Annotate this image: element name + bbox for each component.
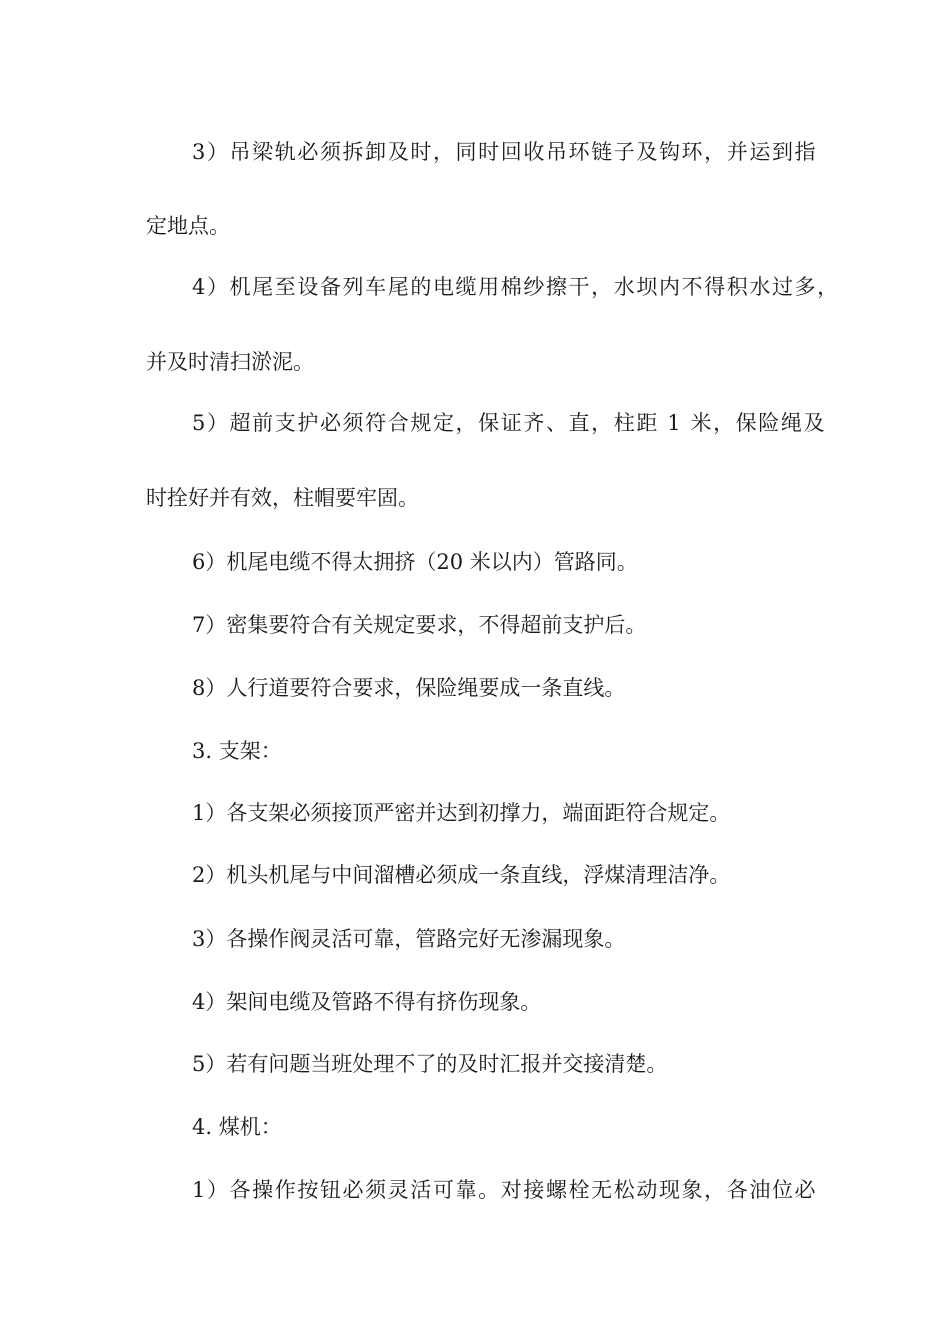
section-heading: 4. 煤机：: [192, 1115, 282, 1139]
paragraph-line: 4）架间电缆及管路不得有挤伤现象。: [192, 990, 542, 1014]
paragraph-line: 4）机尾至设备列车尾的电缆用棉纱擦干，水坝内不得积水过多，: [192, 275, 840, 299]
paragraph-line: 3）各操作阀灵活可靠，管路完好无渗漏现象。: [192, 927, 626, 951]
section-heading: 3. 支架：: [192, 739, 282, 763]
paragraph-line: 8）人行道要符合要求，保险绳要成一条直线。: [192, 676, 626, 700]
paragraph-line: 7）密集要符合有关规定要求，不得超前支护后。: [192, 613, 647, 637]
paragraph-line: 1）各支架必须接顶严密并达到初撑力，端面距符合规定。: [192, 801, 731, 825]
paragraph-line: 时拴好并有效，柱帽要牢固。: [146, 486, 419, 510]
paragraph-line: 定地点。: [146, 214, 230, 238]
paragraph-line: 5）超前支护必须符合规定，保证齐、直，柱距 1 米，保险绳及: [192, 411, 827, 435]
paragraph-line: 1）各操作按钮必须灵活可靠。对接螺栓无松动现象，各油位必: [192, 1178, 818, 1202]
paragraph-line: 2）机头机尾与中间溜槽必须成一条直线，浮煤清理洁净。: [192, 863, 731, 887]
paragraph-line: 6）机尾电缆不得太拥挤（20 米以内）管路同。: [192, 550, 638, 574]
paragraph-line: 并及时清扫淤泥。: [146, 350, 314, 374]
paragraph-line: 5）若有问题当班处理不了的及时汇报并交接清楚。: [192, 1052, 668, 1076]
paragraph-line: 3）吊梁轨必须拆卸及时，同时回收吊环链子及钩环，并运到指: [192, 140, 818, 164]
